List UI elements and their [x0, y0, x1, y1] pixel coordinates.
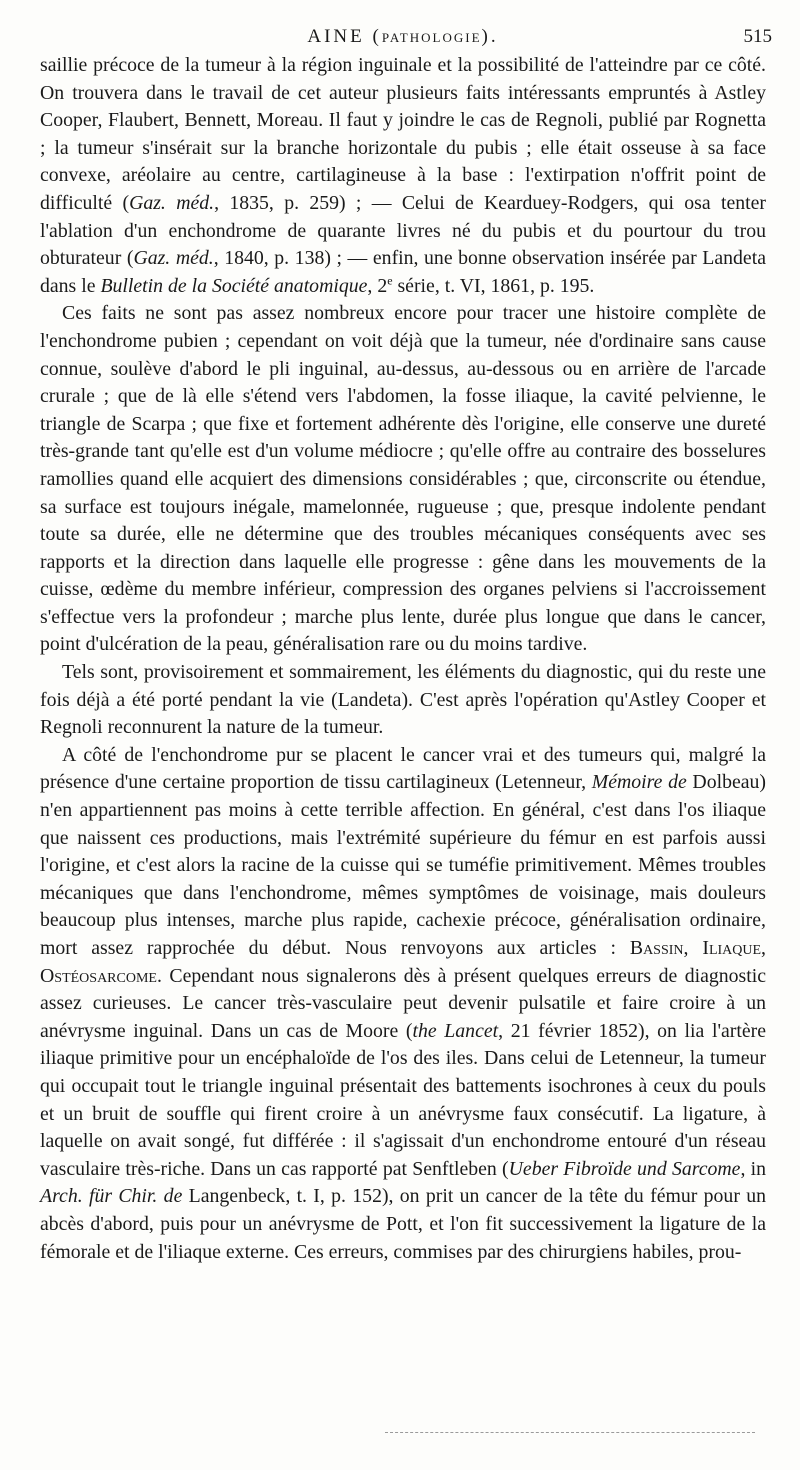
paragraph-3: Tels sont, provisoirement et sommairement, les éléments du diagnostic, qui du reste une fois déjà a été porté pendant la vie (Landeta). C'est après l'opération qu'Astley Cooper et Regnoli reconnurent la nature de la tumeur.	[40, 661, 766, 739]
paragraph-4	[40, 742, 766, 1266]
text-run: , 2	[367, 274, 388, 297]
text-run: saillie précoce de la tumeur à la région inguinale et la possibilité de l'atteindre par ce côté. On trouvera dans le travail de cet auteur plusieurs faits intéressants empruntés à Astley Cooper, Flaubert, Bennett, Moreau. Il faut y joindre le cas de Regnoli, publié par Rognetta ; la tumeur s'insérait sur la branche horizontale du pubis ; elle était osseuse à sa face convexe, aréolaire au centre, cartilagineuse à la base : l'extirpation n'offrit point de difficulté (	[40, 54, 766, 214]
citation-title: Arch. für Chir. de	[40, 1185, 183, 1208]
running-title-main: AINE (	[307, 26, 382, 47]
text-run: Dolbeau) n'en appartiennent pas moins à cette terrible affection. En général, c'est dans l'os iliaque que naissent ces productions, mais l'extrémité supérieure du fémur en est parfois aussi l'origine, et c'est alors la racine de la cuisse qui se tuméfie primitivement. Mêmes troubles mécaniques que dans l'enchondrome, mêmes symptômes de voisinage, mais douleurs beaucoup plus intenses, marche plus rapide, cachexie précoce, généralisation ordinaire, mort assez rapprochée du début. Nous renvoyons aux articles :	[40, 771, 767, 959]
running-title	[40, 26, 766, 48]
cross-reference: Bassin, Iliaque, Ostéosarcome	[40, 937, 766, 987]
text-run: . Cependant nous signalerons dès à présent quelques erreurs de diagnostic assez curieuses. Le cancer très-vasculaire peut devenir pulsatile et faire croire à un anévrysme inguinal. Dans un cas de Moore (	[40, 964, 766, 1042]
page-number: 515	[743, 26, 772, 47]
text-run: Langenbeck, t. I, p. 152), on prit un cancer de la tête du fémur pour un abcès d'abord, puis pour un anévrysme de Pott, et l'on fit successivement la ligature de la fémorale et de l'iliaque externe. Ces erreurs, commises par des chirurgiens habiles, prou-	[40, 1185, 766, 1263]
text-run: , 1840, p. 138) ; — enfin, une bonne observation insérée par Landeta dans le	[40, 247, 766, 297]
text-run: A côté de l'enchondrome pur se placent le cancer vrai et des tumeurs qui, malgré la présence d'une certaine proportion de tissu cartilagineux (Letenneur,	[40, 743, 766, 794]
citation-title: Gaz. méd.	[129, 191, 215, 214]
paragraph-1	[40, 52, 766, 300]
citation-title: the Lancet	[412, 1019, 499, 1042]
text-run: série, t. VI, 1861, p. 195.	[392, 274, 595, 297]
text-run: , 1835, p. 259) ; — Celui de Kearduey-Rodgers, qui osa tenter l'ablation d'un enchondrome de quarante livres né du pubis et du pourtour du trou obturateur (	[40, 191, 766, 270]
running-header	[40, 26, 772, 52]
page	[40, 26, 772, 1266]
running-title-section: PATHOLOGIE	[381, 30, 482, 45]
citation-title: Bulletin de la Société anatomique	[100, 274, 368, 297]
bottom-rule	[385, 1432, 755, 1433]
text-run: , 21 février 1852), on lia l'artère iliaque primitive pour un encéphaloïde de l'os des iles. Dans celui de Letenneur, la tumeur qui occupait tout le triangle inguinal présentait des battements isochrones à ceux du pouls et un bruit de souffle qui firent croire à un anévrysme faux consécutif. La ligature, à laquelle on avait songé, fut différée : il s'agissait d'un enchondrome entouré d'un réseau vasculaire très-riche. Dans un cas rapporté pat Senftleben (	[40, 1019, 767, 1180]
citation-title: Ueber Fibroïde und Sarcome	[508, 1157, 741, 1180]
citation-title: Mémoire de	[591, 771, 687, 794]
text-run: , in	[740, 1157, 767, 1180]
paragraph-2: Ces faits ne sont pas assez nombreux encore pour tracer une histoire complète de l'enchondrome pubien ; cependant on voit déjà que la tumeur, née d'ordinaire sans cause connue, soulève d'abord le pli inguinal, au-dessus, au-dessous ou en arrière de l'arcade crurale ; que de là elle s'étend vers l'abdomen, la fosse iliaque, la cavité pelvienne, le triangle de Scarpa ; que fixe et fortement adhérente dès l'origine, elle conserve une dureté très-grande tant qu'elle est d'un volume médiocre ; qu'elle offre au contraire des bosselures ramollies quand elle acquiert des dimensions considérables ; que, circonscrite ou étendue, sa surface est toujours inégale, mamelonnée, rugueuse ; que, presque indolente pendant toute sa durée, elle ne détermine que des troubles mécaniques conséquents avec ses rapports et la direction dans laquelle elle progresse : gêne dans les mouvements de la cuisse, œdème du membre inférieur, compression des organes pelviens si l'accroissement s'effectue vers la profondeur ; marche plus lente, durée plus longue que dans le cancer, point d'ulcération de la peau, généralisation rare ou du moins tardive.	[40, 302, 766, 656]
citation-title: Gaz. méd.	[133, 247, 214, 270]
superscript: e	[387, 273, 393, 288]
running-title-end: ).	[481, 26, 499, 47]
